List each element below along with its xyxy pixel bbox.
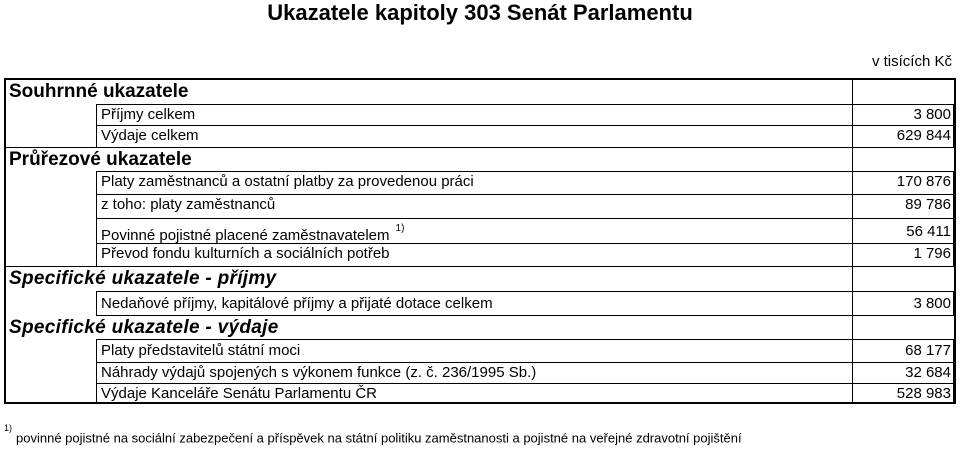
row-label: Povinné pojistné placené zaměstnavatelem [101,227,390,244]
footnote [4,423,742,446]
row-label: Platy zaměstnanců a ostatní platby za provedenou práci [101,173,474,190]
section-row [6,316,954,339]
table-row [6,243,954,266]
table-row [6,383,954,404]
row-value: 32 684 [905,364,951,381]
row-value: 629 844 [896,127,951,144]
row-label: Náhrady výdajů spojených s výkonem funkce (z. č. 236/1995 Sb.) [101,364,537,381]
table-row [6,194,954,218]
row-value: 56 411 [906,223,951,240]
section-row [6,266,954,291]
row-value: 68 177 [905,342,951,359]
section-row [6,147,954,171]
row-value: 3 800 [913,295,951,312]
row-label: z toho: platy zaměstnanců [101,196,276,213]
row-label: Výdaje celkem [101,127,199,144]
row-label: Výdaje Kanceláře Senátu Parlamentu ČR [101,385,377,402]
table-row [6,104,954,125]
table-row [6,218,954,243]
table-row [6,362,954,383]
section-title: Specifické ukazatele - příjmy [9,268,277,289]
row-label: Nedaňové příjmy, kapitálové příjmy a přijaté dotace celkem [101,295,493,312]
page-title: Ukazatele kapitoly 303 Senát Parlamentu [267,0,693,25]
table-row [6,291,954,316]
row-value: 1 796 [913,245,951,262]
row-value: 528 983 [896,385,951,402]
table-row [6,339,954,362]
unit-label: v tisících Kč [871,53,952,70]
footnote-text: povinné pojistné na sociální zabezpečení a příspěvek na státní politiku zaměstnanosti a pojistné na veřejné zdravotní pojištění [16,430,742,446]
row-value: 3 800 [913,106,951,123]
row-value: 89 786 [905,196,951,213]
section-row [6,80,954,104]
table-row [6,125,954,147]
footnote-mark: 1) [395,223,405,234]
row-value: 170 876 [896,173,951,190]
row-label: Platy představitelů státní moci [101,342,301,359]
indicator-table [4,78,956,404]
footnote-mark: 1) [4,423,13,433]
row-label: Příjmy celkem [101,106,196,123]
section-title: Průřezové ukazatele [9,149,192,170]
row-label: Převod fondu kulturních a sociálních potřeb [101,245,390,262]
section-title: Souhrnné ukazatele [9,81,189,102]
section-title: Specifické ukazatele - výdaje [9,317,279,338]
table-row [6,171,954,194]
